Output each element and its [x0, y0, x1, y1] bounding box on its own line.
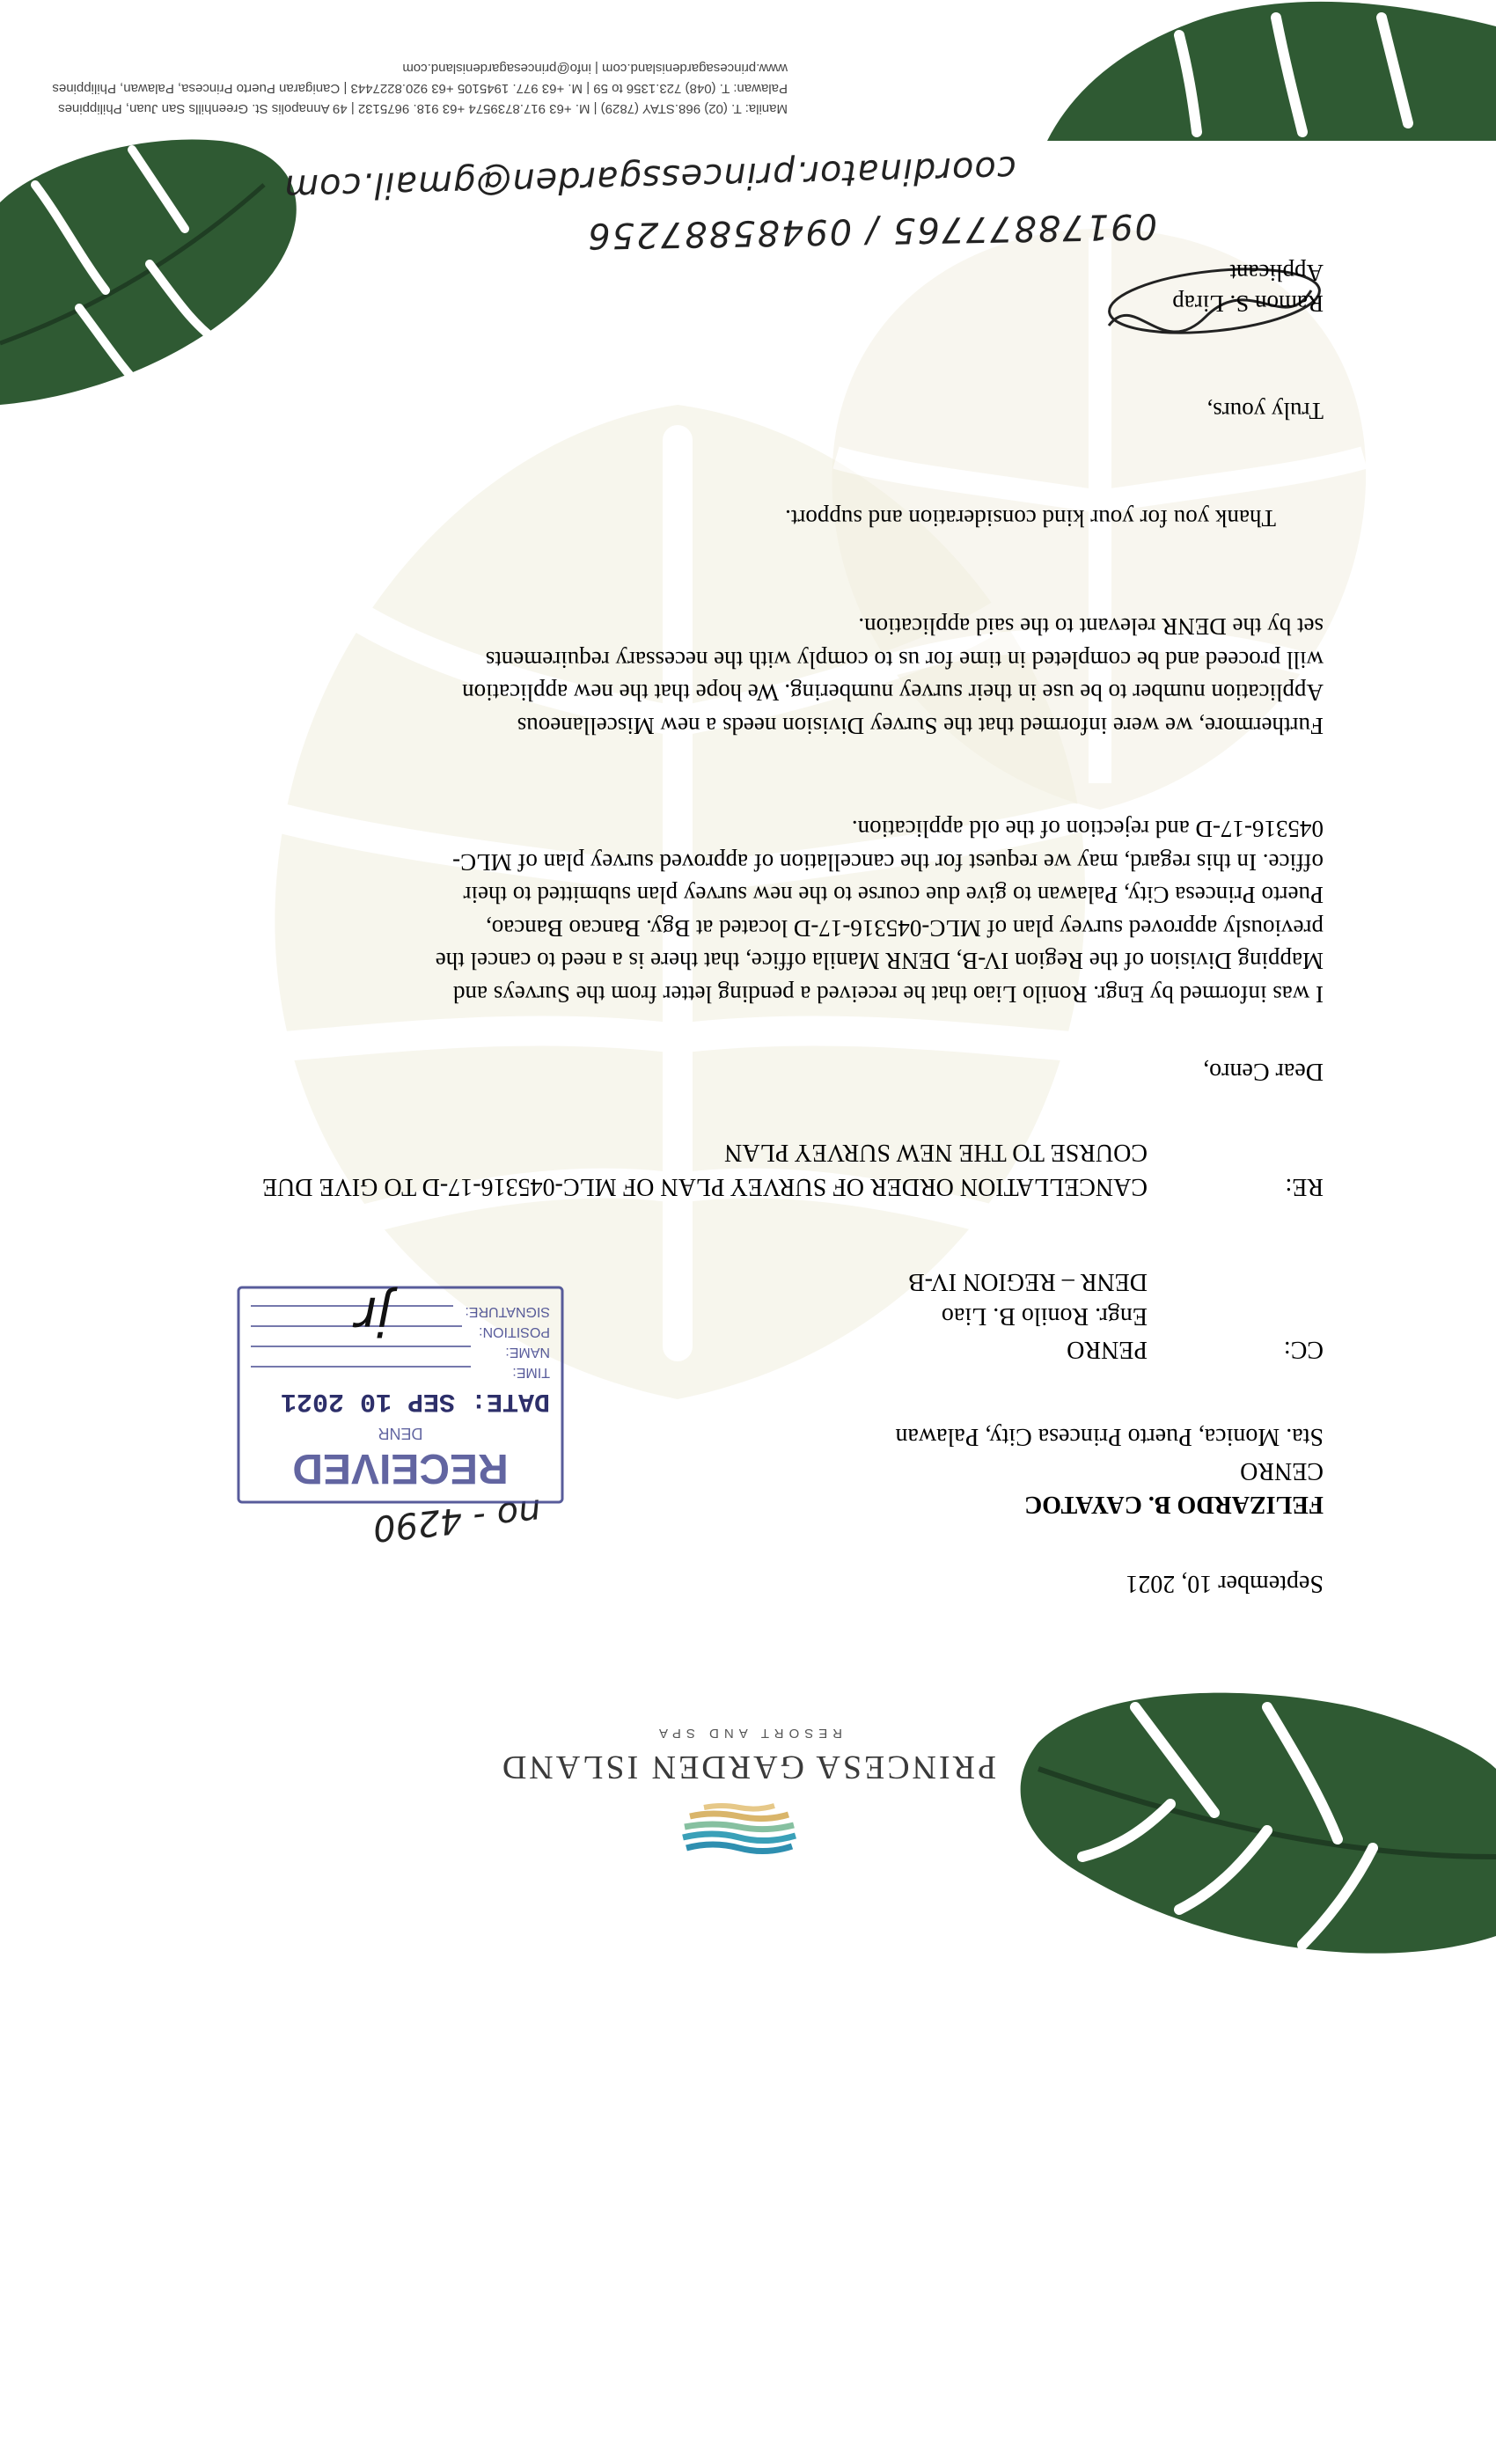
body-paragraph-2	[153, 610, 1324, 742]
closing-line: Thank you for your kind consideration and support.	[785, 505, 1276, 532]
signoff: Truly yours,	[1206, 398, 1324, 424]
signer-name: Ramon S. Lirap	[1172, 290, 1324, 317]
stamp-heading: RECEIVED	[292, 1445, 509, 1492]
received-stamp	[233, 1280, 568, 1509]
paragraph-line: Mapping Division of the Region IV-B, DENR Manila office, that there is a need to cancel the	[435, 948, 1324, 975]
wave-sun-logo-icon	[678, 1795, 801, 1866]
recipient-address: Sta. Monica, Puerto Princesa City, Palawan	[895, 1423, 1324, 1451]
recipient-title: CENRO	[1240, 1456, 1324, 1485]
letterhead	[0, 1707, 1496, 1971]
monstera-leaf-icon	[0, 132, 326, 414]
brand-subtitle: RESORT AND SPA	[653, 1726, 843, 1741]
paragraph-line: will proceed and be completed in time for us to comply with the necessary requirements	[485, 646, 1324, 673]
signer-title: Applicant	[1229, 259, 1324, 286]
handwritten-email: coordinator.princessgarden@gmail.com	[282, 148, 1017, 208]
paragraph-line: Furthermore, we were informed that the Survey Division needs a new Miscellaneous	[517, 713, 1324, 739]
paragraph-line: 045316-17-D and rejection of the old application.	[851, 816, 1324, 843]
stamp-initials: jr	[355, 1285, 392, 1346]
recipient-block	[895, 1419, 1324, 1521]
stamp-field: SIGNATURE:	[465, 1304, 550, 1319]
cc-line: PENRO	[1067, 1336, 1148, 1363]
body-paragraph-1	[153, 812, 1324, 1010]
paragraph-line: Application number to be use in their survey numbering. We hope that the new application	[462, 679, 1324, 707]
paragraph-line: office. In this regard, may we request for the cancellation of approved survey plan of MLC-	[452, 848, 1324, 876]
footer-palawan-contact: Palawan: T. (048) 723.1356 to 59 | M. +63 977. 1945105 +63 920.8227443 | Canigaran Puerto Princesa, Palawan, Philippines	[52, 81, 788, 96]
paragraph-line: set by the DENR relevant to the said application.	[858, 613, 1324, 641]
signer-block	[1172, 257, 1324, 319]
cc-line: DENR – REGION IV-B	[908, 1268, 1148, 1296]
brand-name: PRINCESA GARDEN ISLAND	[499, 1749, 997, 1786]
footer-web-contact: www.princesagardenisland.com | info@princesagardenisland.com	[402, 61, 788, 76]
handwritten-phone: 09178877765 / 09485887256	[585, 205, 1158, 256]
cc-line: Engr. Ronilo B. Liao	[941, 1302, 1148, 1330]
monstera-leaf-icon	[1047, 0, 1496, 141]
paragraph-line: Puerto Princesa City, Palawan to give due course to the new survey plan submitted to their	[463, 882, 1324, 909]
stamp-office: DENR	[378, 1425, 423, 1442]
stamp-date-line: DATE: SEP 10 2021	[280, 1386, 550, 1416]
stamp-field: NAME:	[505, 1345, 550, 1360]
paragraph-line: previously approved survey plan of MLC-045316-17-D located at Bgy. Bancao Bancao,	[485, 914, 1324, 942]
subject-label: RE:	[1285, 1173, 1324, 1200]
subject-line: COURSE TO THE NEW SURVEY PLAN	[724, 1139, 1148, 1167]
stamp-field: TIME:	[512, 1365, 550, 1380]
stamp-field: POSITION:	[479, 1324, 550, 1339]
recipient-name: FELIZARDO B. CAYATOC	[1024, 1491, 1324, 1518]
handwritten-reference: no - 4290	[370, 1491, 543, 1549]
footer-manila-contact: Manila: T. (02) 968.STAY (7829) | M. +63 917.8739574 +63 918. 9675132 | 49 Annapolis St. Greenhills San Juan, Philippines	[58, 101, 788, 116]
letter-date: September 10, 2021	[1126, 1570, 1324, 1597]
paragraph-line: I was informed by Engr. Ronilo Liao that he received a pending letter from the Surveys and	[453, 981, 1324, 1008]
cc-label: CC:	[1283, 1336, 1324, 1363]
subject-line: CANCELLATION ORDER OF SURVEY PLAN OF MLC-045316-17-D TO GIVE DUE	[261, 1173, 1148, 1200]
salutation: Dear Cenro,	[1203, 1058, 1324, 1085]
